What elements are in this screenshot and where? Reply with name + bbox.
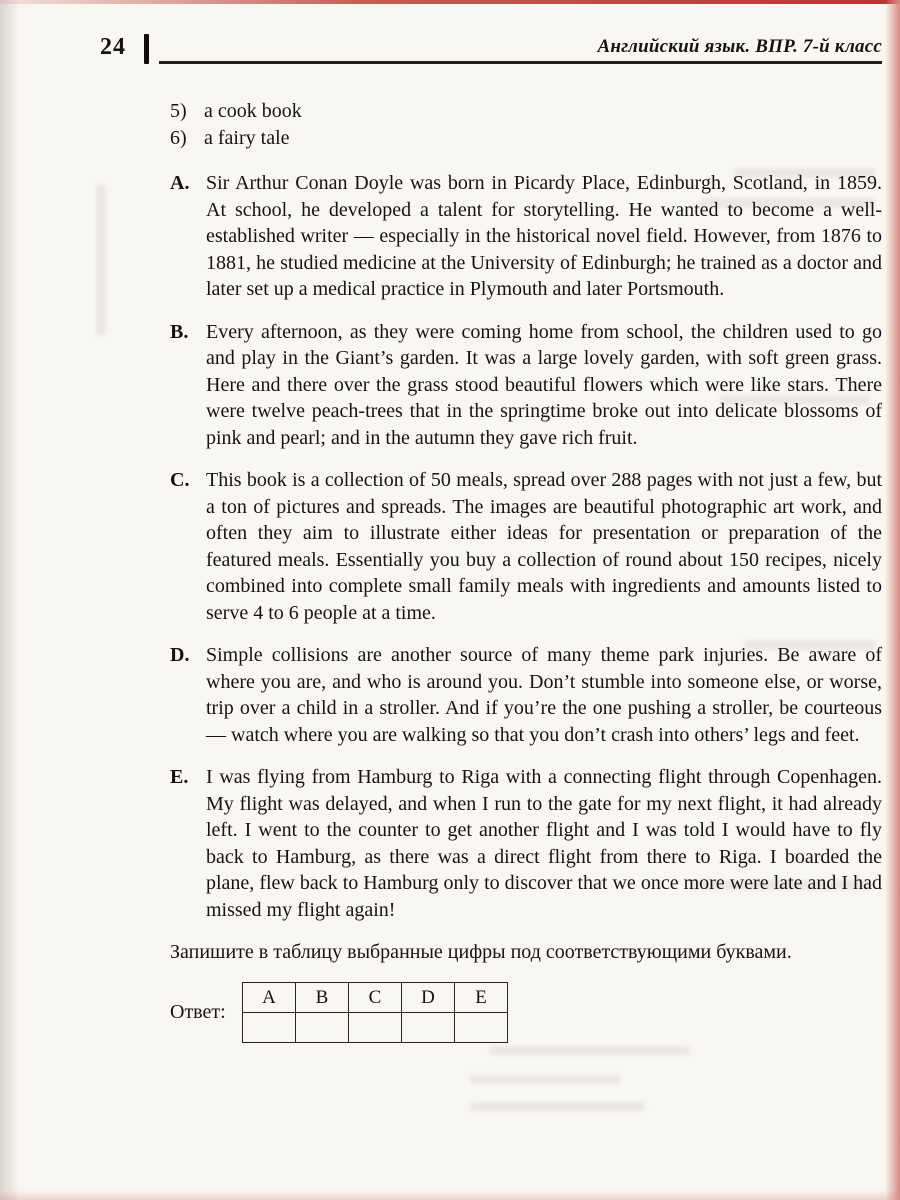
passage-text: Sir Arthur Conan Doyle was born in Picardy Place, Edinburgh, Scotland, in 1859. At school, he developed a talent for storytelling. He wanted to become a well-established writer — especially in the historical novel field. However, from 1876 to 1881, he studied medicine at the University of Edinburgh; he trained as a doctor and later set up a medical practice in Plymouth and later Portsmouth. (206, 172, 882, 300)
answer-cell (402, 1013, 455, 1043)
option-5 (170, 98, 882, 125)
running-title: Английский язык. ВПР. 7-й класс (597, 36, 882, 57)
text-passages (170, 170, 882, 923)
answer-col-header: C (349, 983, 402, 1013)
answer-col-header: A (243, 983, 296, 1013)
passage-text: Every afternoon, as they were coming home from school, the children used to go and play in the Giant’s garden. It was a large lovely garden, with soft green grass. Here and there over the grass stood beautiful flowers which were like stars. There were twelve peach-trees that in the springtime broke out into delicate blossoms of pink and pearl; and in the autumn they gave rich fruit. (206, 320, 882, 449)
answer-header-row (243, 983, 508, 1013)
answer-cell (455, 1013, 508, 1043)
scan-red-right-edge (885, 0, 900, 1200)
passage-text: I was flying from Hamburg to Riga with a connecting flight through Copenhagen. My flight was delayed, and when I run to the gate for my next flight, it had already left. I went to the counter to get another flight and I was told I would have to fly back to Hamburg, as there was a direct flight from there to Riga. I boarded the plane, flew back to Hamburg only to discover that we once more were late and I had missed my flight again! (206, 766, 882, 921)
answer-section (170, 982, 882, 1043)
option-text: a cook book (204, 100, 302, 122)
option-6 (170, 125, 882, 152)
page-header (100, 34, 882, 64)
header-rule (159, 36, 882, 64)
header-divider-bar (144, 34, 149, 64)
scan-red-top-edge (0, 0, 900, 4)
task-instruction: Запишите в таблицу выбранные цифры под соответствующими буквами. (170, 941, 792, 963)
answer-label: Ответ: (170, 1001, 226, 1023)
answer-input-row (243, 1013, 508, 1043)
answer-col-header: E (455, 983, 508, 1013)
bleedthrough-artifact (470, 1075, 620, 1084)
passage-B (170, 319, 882, 452)
answer-cell (296, 1013, 349, 1043)
passage-D (170, 642, 882, 748)
option-text: a fairy tale (204, 127, 290, 149)
passage-A (170, 170, 882, 303)
passage-letter: A. (170, 172, 190, 194)
passage-letter: D. (170, 644, 190, 666)
answer-cell (243, 1013, 296, 1043)
bleedthrough-artifact (96, 185, 106, 335)
passage-text: Simple collisions are another source of many theme park injuries. Be aware of where you are, and who is around you. Don’t stumble into someone else, or worse, trip over a child in a stroller. And if you’re the one pushing a stroller, be courteous — watch where you are walking so that you don’t crash into others’ legs and feet. (206, 644, 882, 746)
passage-letter: E. (170, 766, 189, 788)
passage-E (170, 764, 882, 923)
answer-col-header: D (402, 983, 455, 1013)
passage-letter: C. (170, 469, 190, 491)
bleedthrough-artifact (470, 1102, 645, 1111)
page-number: 24 (100, 34, 126, 60)
page-content (170, 98, 882, 1043)
page-edge-shadow (0, 0, 20, 1200)
answer-col-header: B (296, 983, 349, 1013)
passage-C (170, 467, 882, 626)
answer-table (242, 982, 508, 1043)
option-number: 5) (170, 100, 187, 122)
scan-bottom-edge (0, 1190, 900, 1200)
option-number: 6) (170, 127, 187, 149)
answer-cell (349, 1013, 402, 1043)
passage-letter: B. (170, 320, 189, 343)
bleedthrough-artifact (490, 1046, 690, 1055)
passage-text: This book is a collection of 50 meals, spread over 288 pages with not just a few, but a ton of pictures and spreads. The images are beautiful photographic art work, and often they aim to illustrate either ideas for presentation or preparation of the featured meals. Essentially you buy a collection of round about 150 recipes, nicely combined into complete small family meals with ingredients and amounts listed to serve 4 to 6 people at a time. (206, 469, 882, 624)
